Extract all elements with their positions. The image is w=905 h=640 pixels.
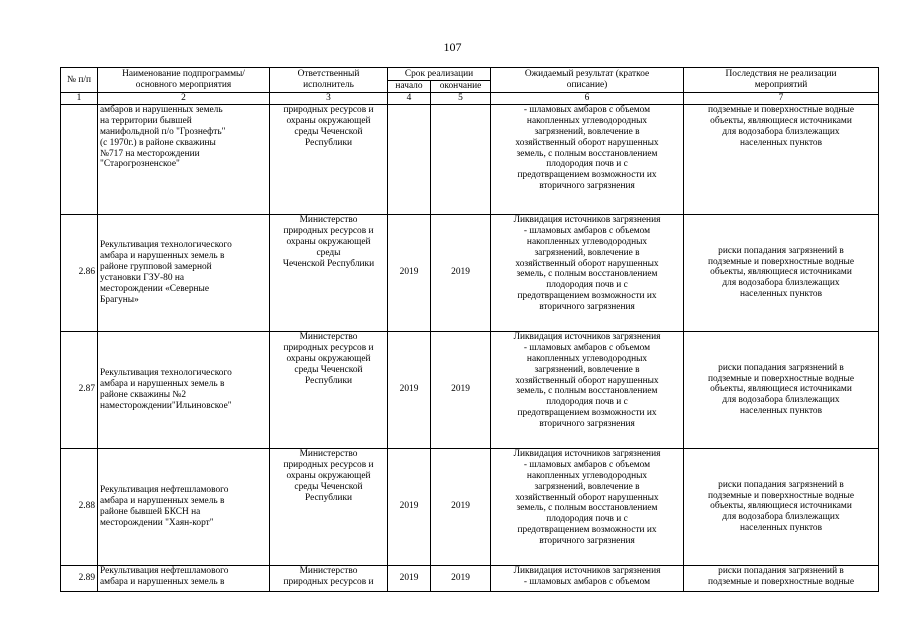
expected-result: Ликвидация источников загрязнения - шламовых амбаров с объемом накопленных углеводородных загрязнений, вовлечение в хозяйственный оборот нарушенных земель, с полным восстановлением плодородия почв и с предотвращением возможности их вторичного загрязнения xyxy=(491,331,684,448)
expected-result: Ликвидация источников загрязнения - шламовых амбаров с объемом накопленных углеводородных загрязнений, вовлечение в хозяйственный оборот нарушенных земель, с полным восстановлением плодородия почв и с предотвращением возможности их вторичного загрязнения xyxy=(491,448,684,565)
table-row xyxy=(61,214,879,331)
header-executor: Ответственный исполнитель xyxy=(270,68,388,93)
start-year: 2019 xyxy=(388,331,431,448)
table-row xyxy=(61,565,879,591)
expected-result: Ликвидация источников загрязнения - шламовых амбаров с объемом накопленных углеводородных загрязнений, вовлечение в хозяйственный оборот нарушенных земель, с полным восстановлением плодородия почв и с предотвращением возможности их вторичного загрязнения xyxy=(491,214,684,331)
header-start: начало xyxy=(388,81,431,93)
end-year: 2019 xyxy=(431,448,491,565)
consequences: риски попадания загрязнений в подземные и поверхностные водные xyxy=(684,565,879,591)
start-year: 2019 xyxy=(388,448,431,565)
end-year xyxy=(431,104,491,214)
end-year: 2019 xyxy=(431,565,491,591)
start-year xyxy=(388,104,431,214)
column-number: 5 xyxy=(431,93,491,105)
executor: Министерство природных ресурсов и охраны окружающей среды Чеченской Республики xyxy=(270,331,388,448)
table-row xyxy=(61,331,879,448)
consequences: подземные и поверхностные водные объекты, являющиеся источниками для водозабора близлежащих населенных пунктов xyxy=(684,104,879,214)
start-year: 2019 xyxy=(388,214,431,331)
header-term: Срок реализации xyxy=(388,68,491,81)
row-number xyxy=(61,104,98,214)
consequences: риски попадания загрязнений в подземные и поверхностные водные объекты, являющиеся источниками для водозабора близлежащих населенных пунктов xyxy=(684,448,879,565)
column-number: 7 xyxy=(684,93,879,105)
header-num: № п/п xyxy=(61,68,98,93)
measure-name: Рекультивация технологического амбара и нарушенных земель в районе скважины №2 наместорождении"Ильиновское" xyxy=(98,331,270,448)
consequences: риски попадания загрязнений в подземные и поверхностные водные объекты, являющиеся источниками для водозабора близлежащих населенных пунктов xyxy=(684,214,879,331)
page-number: 107 xyxy=(443,40,462,54)
measure-name: Рекультивация нефтешламового амбара и нарушенных земель в xyxy=(98,565,270,591)
header-name: Наименование подпрограммы/ основного мероприятия xyxy=(98,68,270,93)
consequences: риски попадания загрязнений в подземные и поверхностные водные объекты, являющиеся источниками для водозабора близлежащих населенных пунктов xyxy=(684,331,879,448)
end-year: 2019 xyxy=(431,214,491,331)
executor: Министерство природных ресурсов и xyxy=(270,565,388,591)
column-number: 2 xyxy=(98,93,270,105)
executor: Министерство природных ресурсов и охраны окружающей среды Чеченской Республики xyxy=(270,448,388,565)
measure-name: Рекультивация технологического амбара и нарушенных земель в районе групповой замерной установки ГЗУ-80 на месторождении «Северные Брагуны» xyxy=(98,214,270,331)
table-row xyxy=(61,448,879,565)
end-year: 2019 xyxy=(431,331,491,448)
row-number: 2.88 xyxy=(61,448,98,565)
expected-result: - шламовых амбаров с объемом накопленных углеводородных загрязнений, вовлечение в хозяйственный оборот нарушенных земель, с полным восстановлением плодородия почв и с предотвращением возможности их вторичного загрязнения xyxy=(491,104,684,214)
column-number: 1 xyxy=(61,93,98,105)
measure-name: Рекультивация нефтешламового амбара и нарушенных земель в районе бывшей БКСН на месторождении "Хаян-корт" xyxy=(98,448,270,565)
executor: Министерство природных ресурсов и охраны окружающей среды Чеченской Республики xyxy=(270,214,388,331)
expected-result: Ликвидация источников загрязнения - шламовых амбаров с объемом xyxy=(491,565,684,591)
header-consequences: Последствия не реализации мероприятий xyxy=(684,68,879,93)
executor: природных ресурсов и охраны окружающей среды Чеченской Республики xyxy=(270,104,388,214)
row-number: 2.87 xyxy=(61,331,98,448)
measure-name: амбаров и нарушенных земель на территории бывшей манифольдной п/о "Грознефть" (с 1970г.) в районе скважины №717 на месторождении "Старогрозненское" xyxy=(98,104,270,214)
row-number: 2.89 xyxy=(61,565,98,591)
measures-table xyxy=(60,67,879,592)
column-number: 4 xyxy=(388,93,431,105)
header-end: окончание xyxy=(431,81,491,93)
column-number: 3 xyxy=(270,93,388,105)
header-result: Ожидаемый результат (краткое описание) xyxy=(491,68,684,93)
row-number: 2.86 xyxy=(61,214,98,331)
table-row xyxy=(61,104,879,214)
column-number: 6 xyxy=(491,93,684,105)
start-year: 2019 xyxy=(388,565,431,591)
